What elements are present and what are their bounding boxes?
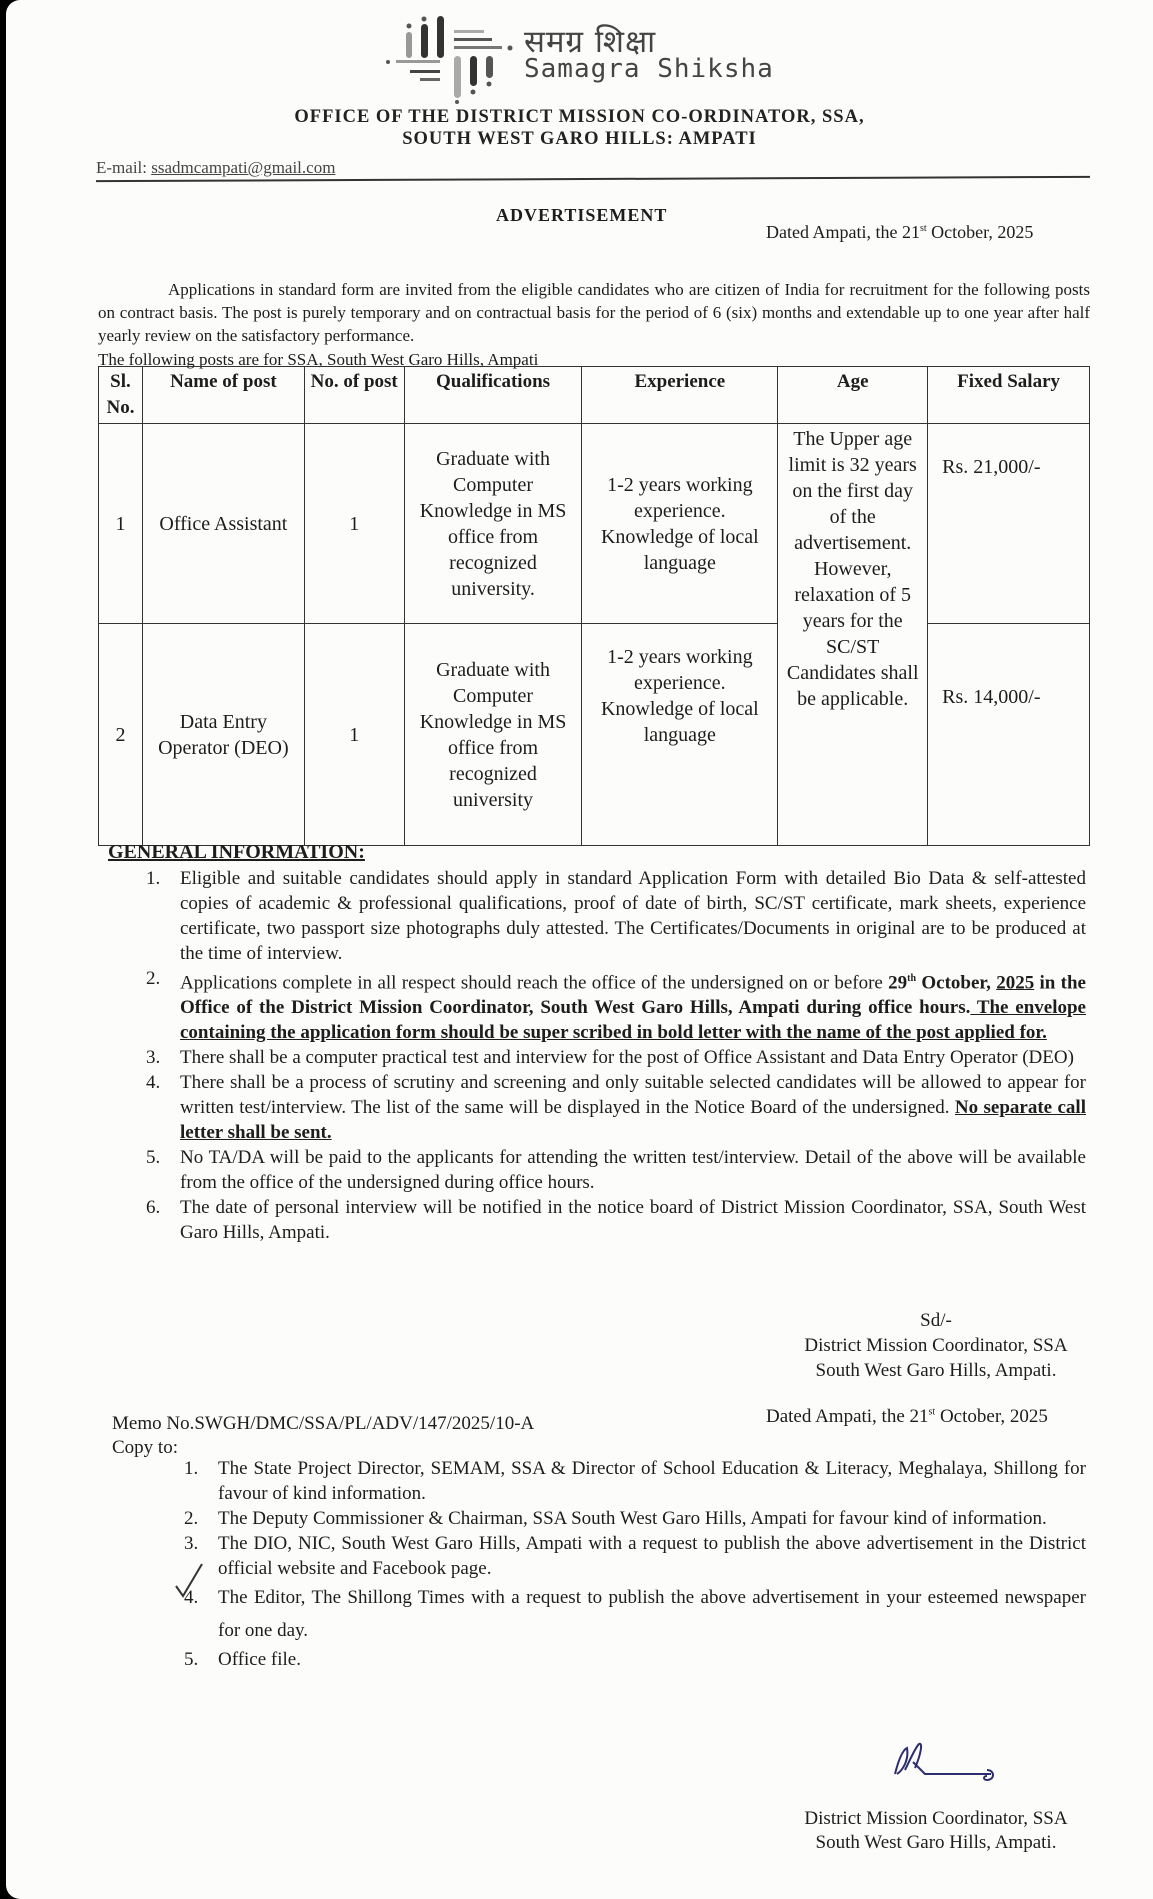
signatory-location: South West Garo Hills, Ampati.	[815, 1360, 1057, 1381]
list-item: 5. No TA/DA will be paid to the applicants for attending the written test/interview. Detail of the above will be available from the office of the undersigned during office hours.	[146, 1147, 1086, 1194]
cell-no-of-post: 1	[304, 624, 404, 846]
copy-to-list	[174, 1456, 1086, 1672]
cell-experience: 1-2 years working experience. Knowledge of local language	[582, 424, 778, 624]
header-age: Age	[778, 367, 928, 424]
email-link[interactable]: ssadmcampati@gmail.com	[151, 158, 336, 177]
cell-sl-no: 2	[99, 624, 143, 846]
general-information-list	[136, 866, 1086, 1245]
cell-fixed-salary: Rs. 14,000/-	[928, 624, 1090, 846]
samagra-shiksha-logo-icon	[384, 14, 514, 104]
cell-age: The Upper age limit is 32 years on the first day of the advertisement. However, relaxation of 5 years for the SC/ST Candidates shall be applicable.	[778, 424, 928, 846]
cell-name-of-post: Office Assistant	[142, 424, 304, 624]
memo-number: Memo No.SWGH/DMC/SSA/PL/ADV/147/2025/10-A	[112, 1413, 535, 1434]
sd-mark: Sd/-	[920, 1310, 952, 1331]
cell-no-of-post: 1	[304, 424, 404, 624]
header-no-of-post: No. of post	[304, 367, 404, 424]
header-name-of-post: Name of post	[142, 367, 304, 424]
cell-name-of-post: Data Entry Operator (DEO)	[142, 624, 304, 846]
advertisement-title: ADVERTISEMENT	[496, 205, 668, 225]
advertisement-date: Dated Ampati, the 21st October, 2025	[766, 222, 1034, 242]
signature-block-2	[786, 1807, 1086, 1855]
signatory-location: South West Garo Hills, Ampati.	[815, 1832, 1057, 1853]
document-page	[6, 0, 1153, 1899]
checkmark-icon	[174, 1560, 204, 1600]
header-qualifications: Qualifications	[404, 367, 582, 424]
handwritten-signature-icon	[891, 1740, 1001, 1790]
list-item: 1. The State Project Director, SEMAM, SSA & Director of School Education & Literacy, Meghalaya, Shillong for favour of kind information.	[184, 1458, 1086, 1504]
logo-english-text: Samagra Shiksha	[524, 54, 774, 84]
list-item: 5. Office file.	[184, 1649, 301, 1670]
list-item: 3. There shall be a computer practical test and interview for the post of Office Assistant and Data Entry Operator (DEO)	[146, 1047, 1074, 1069]
list-item: 6. The date of personal interview will be notified in the notice board of District Mission Coordinator, SSA, South West Garo Hills, Ampati.	[146, 1197, 1086, 1244]
email-label: E-mail:	[96, 158, 147, 177]
list-item: 2. Applications complete in all respect should reach the office of the undersigned on or before 29th October, 2025 in the Office of the District Mission Coordinator, South West Garo Hills, Ampati during office hours. The envelope containing the application form should be super scribed in bold letter with the name of the post applied for.	[146, 968, 1086, 1044]
signatory-title: District Mission Coordinator, SSA	[804, 1335, 1068, 1356]
email-line	[96, 158, 335, 178]
signature-block-1	[786, 1308, 1086, 1383]
cell-experience: 1-2 years working experience. Knowledge of local language	[582, 624, 778, 846]
posts-table	[98, 366, 1090, 846]
cell-qualifications: Graduate with Computer Knowledge in MS office from recognized university.	[404, 424, 582, 624]
header-experience: Experience	[582, 367, 778, 424]
list-item: 3. The DIO, NIC, South West Garo Hills, Ampati with a request to publish the above advertisement in the District official website and Facebook page.	[184, 1533, 1086, 1579]
general-information-heading: GENERAL INFORMATION:	[108, 841, 365, 863]
list-item: 1. Eligible and suitable candidates should apply in standard Application Form with detailed Bio Data & self-attested copies of academic & professional qualifications, proof of date of birth, SC/ST certificate, mark sheets, experience certificate, two passport size photographs duly attested. The Certificates/Documents in original are to be produced at the time of interview.	[146, 868, 1086, 964]
table-header-row	[99, 367, 1090, 424]
table-row	[99, 624, 1090, 846]
copy-to-label: Copy to:	[112, 1437, 178, 1458]
office-title-line-2: SOUTH WEST GARO HILLS: AMPATI	[402, 129, 757, 149]
intro-tail: The following posts are for SSA, South West Garo Hills, Ampati	[98, 350, 539, 369]
intro-paragraph: Applications in standard form are invited from the eligible candidates who are citizen of India for recruitment for the following posts on contract basis. The post is purely temporary and on contractual basis for the period of 6 (six) months and extendable up to one year after half yearly review on the satisfactory performance.	[98, 280, 1090, 345]
cell-fixed-salary: Rs. 21,000/-	[928, 424, 1090, 624]
cell-sl-no: 1	[99, 424, 143, 624]
header-fixed-salary: Fixed Salary	[928, 367, 1090, 424]
table-row	[99, 424, 1090, 624]
list-item: 2. The Deputy Commissioner & Chairman, SSA South West Garo Hills, Ampati for favour kind of information.	[184, 1508, 1047, 1529]
list-item: 4. The Editor, The Shillong Times with a request to publish the above advertisement in your esteemed newspaper for one day.	[184, 1587, 1086, 1641]
signatory-title: District Mission Coordinator, SSA	[804, 1808, 1068, 1829]
office-title-line-1: OFFICE OF THE DISTRICT MISSION CO-ORDINATOR, SSA,	[294, 107, 865, 127]
memo-date: Dated Ampati, the 21st October, 2025	[766, 1406, 1048, 1427]
list-item: 4. There shall be a process of scrutiny and screening and only suitable selected candidates will be allowed to appear for written test/interview. The list of the same will be displayed in the Notice Board of the undersigned. No separate call letter shall be sent.	[146, 1072, 1086, 1144]
logo-hindi-text: समग्र शिक्षा	[524, 24, 657, 60]
cell-qualifications: Graduate with Computer Knowledge in MS office from recognized university	[404, 624, 582, 846]
header-sl-no: Sl. No.	[99, 367, 143, 424]
